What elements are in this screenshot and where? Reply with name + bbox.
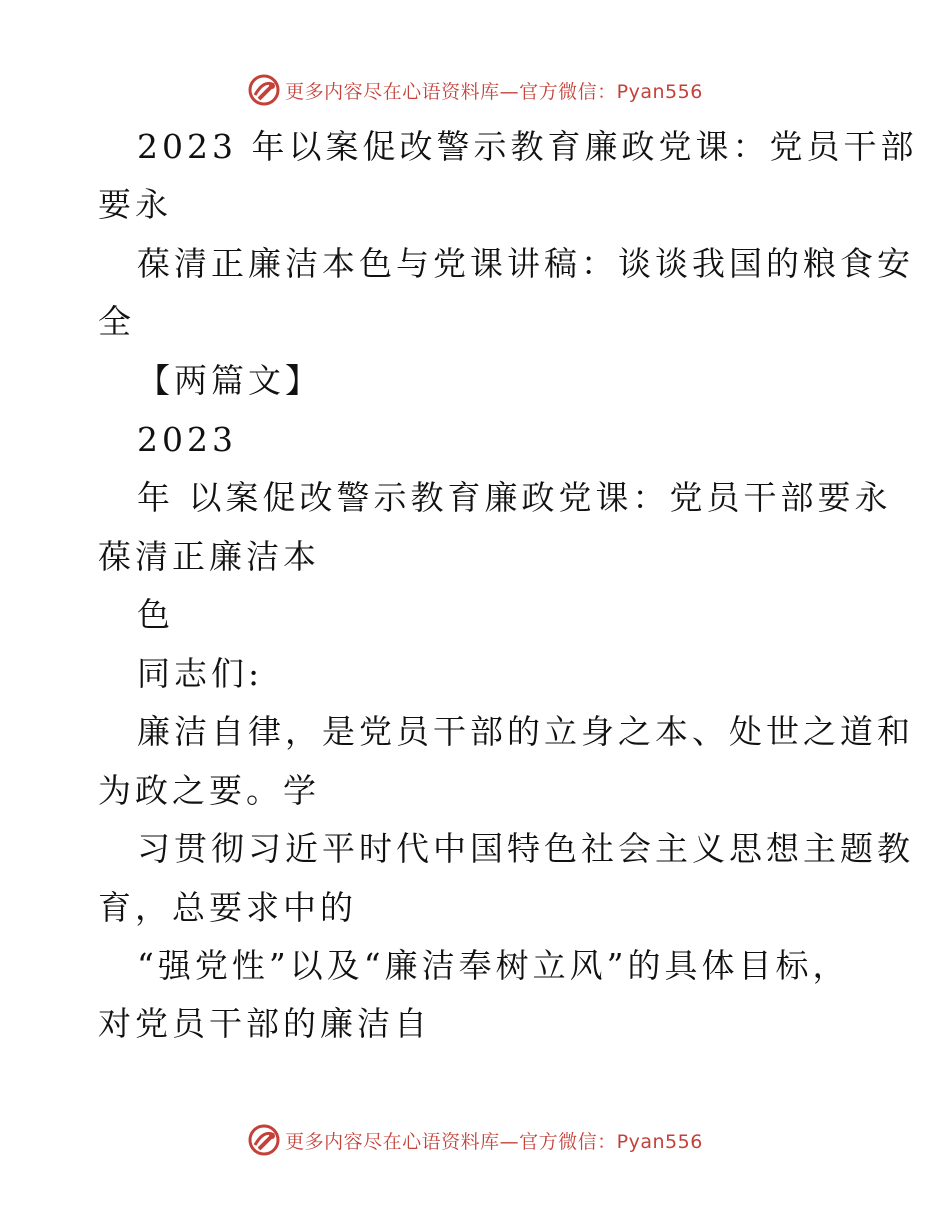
footer-banner-text: 更多内容尽在心语资料库—官方微信：Pyan556 <box>285 1130 703 1153</box>
text-line: 要永 <box>98 185 172 224</box>
footer-banner <box>0 1120 950 1160</box>
text-line: 育，总要求中的 <box>98 888 357 927</box>
text-line: 习贯彻习近平时代中国特色社会主义思想主题教 <box>137 829 914 868</box>
text-line: 廉洁自律，是党员干部的立身之本、处世之道和 <box>137 712 914 751</box>
salutation: 同志们: <box>137 654 264 693</box>
text-line: 色 <box>137 595 174 634</box>
text-line: 葆清正廉洁本 <box>98 537 320 576</box>
header-banner-text: 更多内容尽在心语资料库—官方微信：Pyan556 <box>285 80 703 103</box>
text-line: 2023 <box>137 420 237 459</box>
text-line: 【两篇文】 <box>137 361 322 400</box>
text-line: 2023 年以案促改警示教育廉政党课：党员干部 <box>137 127 918 166</box>
text-line: 对党员干部的廉洁自 <box>98 1004 431 1043</box>
text-line: 年 以案促改警示教育廉政党课：党员干部要永 <box>137 478 892 517</box>
text-line: 为政之要。学 <box>98 771 320 810</box>
brand-logo-icon <box>247 1123 281 1157</box>
text-line: 全 <box>98 302 135 341</box>
text-line: “强党性”以及“廉洁奉树立风”的具体目标， <box>137 946 850 985</box>
text-line: 葆清正廉洁本色与党课讲稿：谈谈我国的粮食安 <box>137 244 914 283</box>
